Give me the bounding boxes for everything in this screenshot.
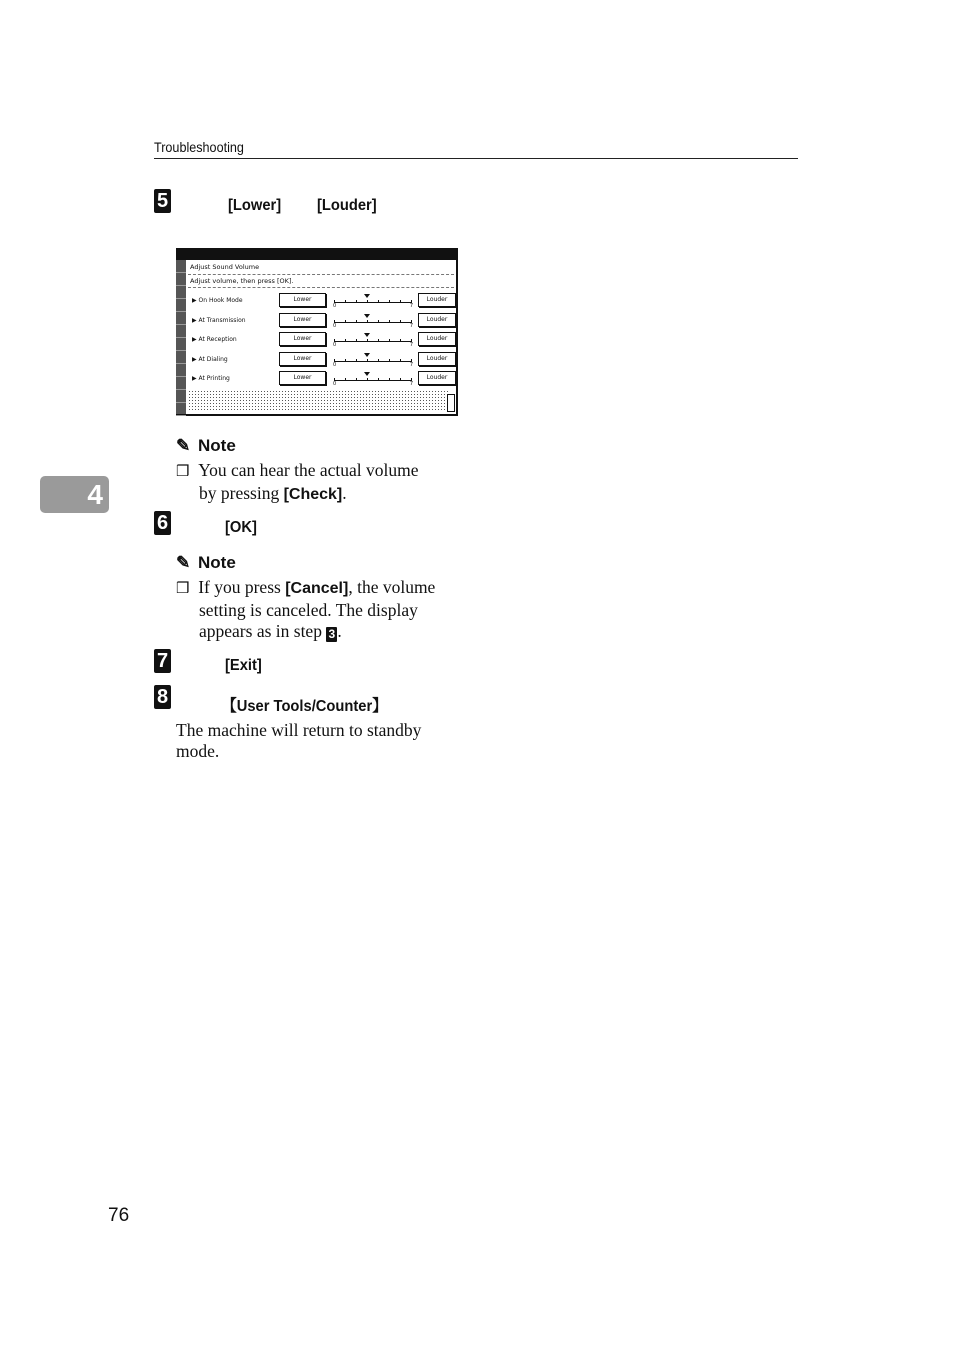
volume-scale [334, 374, 412, 386]
scale-tick [345, 300, 346, 303]
step-3-reference: 3 [326, 627, 337, 642]
header-rule [154, 158, 798, 159]
louder-button[interactable]: Louder [418, 352, 456, 366]
volume-level-marker [364, 372, 370, 376]
pencil-icon: ✎ [176, 553, 191, 572]
step-5-key-louder: [Louder] [317, 197, 377, 214]
lower-button[interactable]: Lower [279, 352, 326, 366]
volume-level-marker [364, 314, 370, 318]
step-8-key-user-tools: 【User Tools/Counter】 [222, 698, 387, 715]
volume-scale [334, 335, 412, 347]
note-1-heading: ✎ Note [176, 436, 236, 455]
scale-tick [367, 320, 368, 323]
scale-tick [378, 339, 379, 342]
louder-button[interactable]: Louder [418, 313, 456, 327]
chapter-tab: 4 [40, 476, 109, 513]
scale-max-label: 7 [409, 361, 413, 368]
scale-tick [345, 378, 346, 381]
volume-row-label: ▶ At Reception [192, 336, 237, 344]
screen-body [186, 260, 456, 414]
scale-tick [378, 378, 379, 381]
running-header: Troubleshooting [154, 139, 244, 155]
scale-tick [400, 359, 401, 362]
screen-title: Adjust Sound Volume [190, 263, 260, 271]
step-8-number: 8 [154, 685, 171, 709]
step-6-number: 6 [154, 511, 171, 535]
louder-button[interactable]: Louder [418, 332, 456, 346]
note-2-body: ❒ If you press [Cancel], the volume setting is canceled. The display appears as in step 3 . [176, 577, 436, 641]
screen-instruction: Adjust volume, then press [OK]. [190, 277, 294, 285]
scale-min-label: 0 [333, 361, 337, 368]
louder-button[interactable]: Louder [418, 293, 456, 307]
scale-min-label: 0 [333, 322, 337, 329]
scale-min-label: 0 [333, 303, 337, 309]
scale-tick [345, 339, 346, 342]
page-number: 76 [108, 1205, 130, 1226]
volume-level-marker [364, 333, 370, 337]
scale-tick [367, 359, 368, 362]
louder-button[interactable]: Louder [418, 371, 456, 385]
scale-tick [367, 339, 368, 342]
lower-button[interactable]: Lower [279, 313, 326, 327]
step-5-number: 5 [154, 189, 171, 213]
volume-row-label: ▶ At Transmission [192, 316, 246, 324]
scale-tick [378, 300, 379, 303]
scale-tick [400, 339, 401, 342]
screen-corner-button [447, 394, 455, 412]
lower-button[interactable]: Lower [279, 332, 326, 346]
scale-tick [378, 320, 379, 323]
scale-tick [400, 300, 401, 303]
scale-max-label: 7 [409, 303, 413, 309]
scale-tick [356, 378, 357, 381]
lower-button[interactable]: Lower [279, 293, 326, 307]
scale-tick [345, 359, 346, 362]
scale-tick [378, 359, 379, 362]
scale-min-label: 0 [333, 381, 337, 388]
step-8-description: The machine will return to standby mode. [176, 720, 422, 761]
screen-footer-pattern [188, 390, 448, 412]
volume-scale [334, 296, 412, 308]
volume-row-label: ▶ On Hook Mode [192, 297, 243, 304]
volume-row-label: ▶ At Dialing [192, 355, 228, 363]
checkbox-bullet-icon: ❒ [176, 464, 190, 480]
scale-max-label: 7 [409, 322, 413, 329]
pencil-icon: ✎ [176, 436, 191, 455]
note-2-heading: ✎ Note [176, 553, 236, 572]
volume-row [186, 371, 456, 390]
scale-tick [356, 300, 357, 303]
scale-tick [345, 320, 346, 323]
volume-scale [334, 355, 412, 367]
volume-scale [334, 316, 412, 328]
note-1-body: ❒ You can hear the actual volume by pressing [Check]. [176, 460, 419, 503]
scale-min-label: 0 [333, 342, 337, 349]
scale-tick [356, 339, 357, 342]
volume-row [186, 332, 456, 351]
scale-tick [389, 320, 390, 323]
scale-tick [367, 378, 368, 381]
scale-tick [389, 359, 390, 362]
scale-tick [389, 339, 390, 342]
scale-tick [400, 320, 401, 323]
scale-tick [389, 378, 390, 381]
step-5-key-lower: [Lower] [228, 197, 282, 214]
scale-max-label: 7 [409, 342, 413, 349]
step-7-number: 7 [154, 649, 171, 673]
lower-button[interactable]: Lower [279, 371, 326, 385]
scale-tick [400, 378, 401, 381]
volume-level-marker [364, 353, 370, 357]
step-6-key-ok: [OK] [225, 519, 257, 536]
scale-tick [389, 300, 390, 303]
checkbox-bullet-icon: ❒ [176, 581, 190, 597]
scale-tick [356, 320, 357, 323]
volume-row [186, 352, 456, 371]
volume-level-marker [364, 294, 370, 298]
scale-max-label: 7 [409, 381, 413, 388]
scale-tick [367, 300, 368, 303]
volume-row-label: ▶ At Printing [192, 375, 230, 383]
sound-volume-screen [176, 248, 458, 416]
volume-row [186, 313, 456, 332]
screen-side-tabs [176, 260, 186, 414]
volume-row [186, 293, 456, 312]
scale-tick [356, 359, 357, 362]
step-7-key-exit: [Exit] [225, 657, 262, 674]
